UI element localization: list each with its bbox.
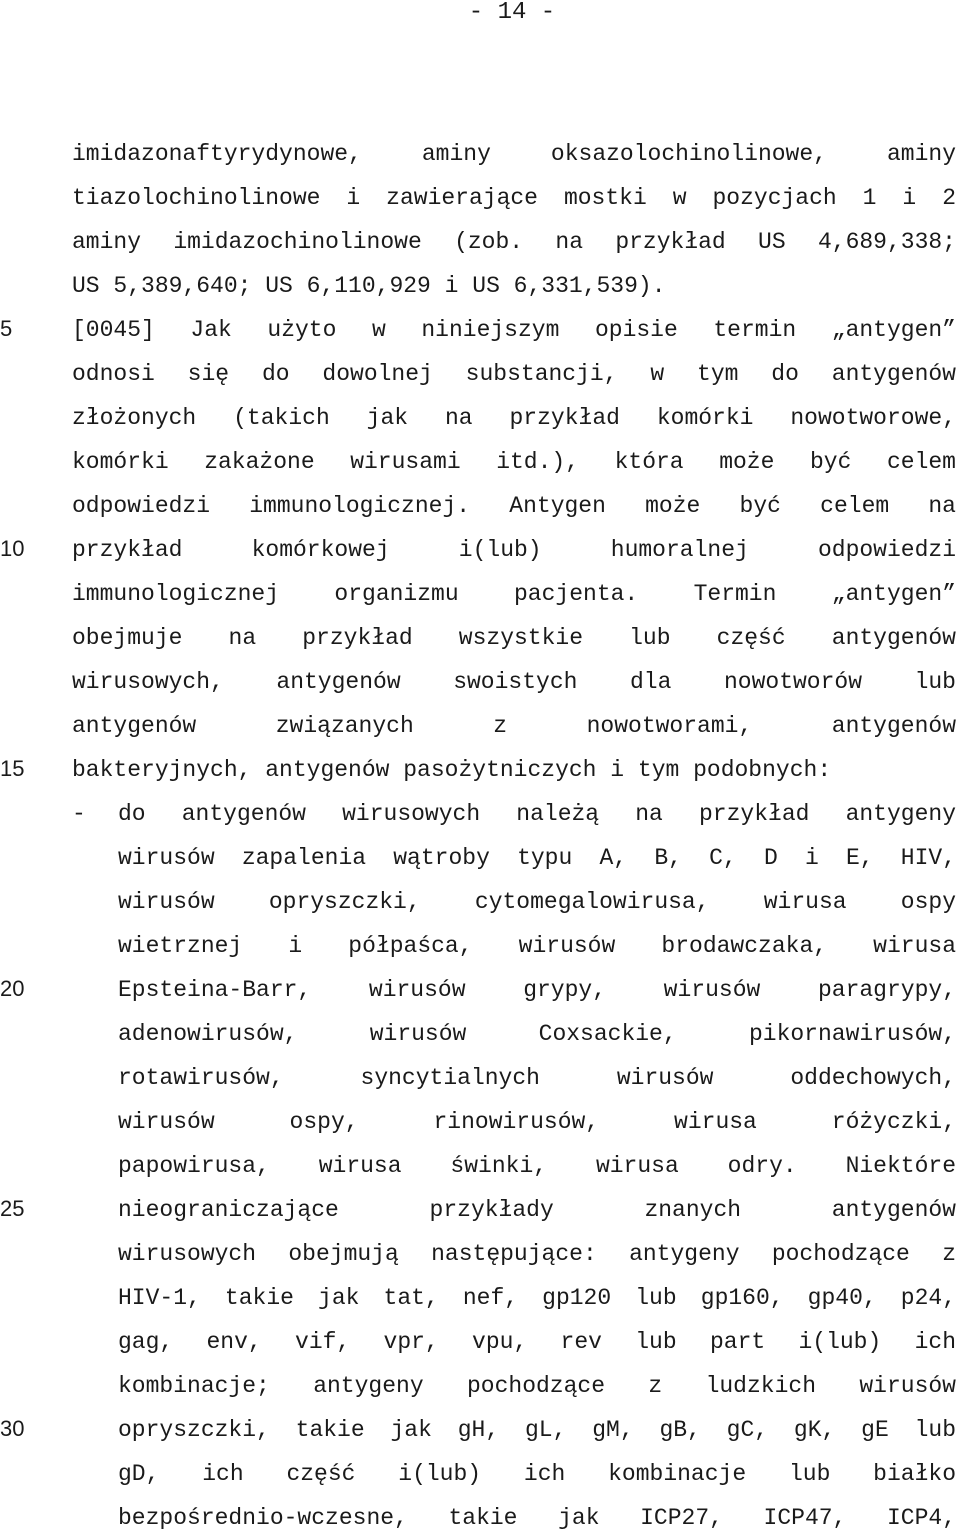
line-number: 20 [0,976,25,1001]
text-line: przykład komórkowej i(lub) humoralnej odpowiedzi [72,537,956,563]
bullet-text-line: adenowirusów, wirusów Coxsackie, pikornawirusów, [118,1021,956,1047]
bullet-text-line: wirusów ospy, rinowirusów, wirusa różyczki, [118,1109,956,1135]
text-line: odpowiedzi immunologicznej. Antygen może być celem na [72,493,956,519]
bullet-text-line: opryszczki, takie jak gH, gL, gM, gB, gC, gK, gE lub [118,1417,956,1443]
text-line: US 5,389,640; US 6,110,929 i US 6,331,539). [72,273,666,299]
bullet-text-line: wirusowych obejmują następujące: antygeny pochodzące z [118,1241,956,1267]
text-line: odnosi się do dowolnej substancji, w tym do antygenów [72,361,956,387]
text-line: wirusowych, antygenów swoistych dla nowotworów lub [72,669,956,695]
text-line: komórki zakażone wirusami itd.), która może być celem [72,449,956,475]
text-line: immunologicznej organizmu pacjenta. Termin „antygen” [72,581,956,607]
bullet-dash: - [72,801,86,827]
bullet-text-line: wirusów zapalenia wątroby typu A, B, C, D i E, HIV, [118,845,956,871]
text-line: obejmuje na przykład wszystkie lub część antygenów [72,625,956,651]
bullet-text-line: wirusów opryszczki, cytomegalowirusa, wirusa ospy [118,889,956,915]
line-number: 15 [0,756,25,781]
text-line: bakteryjnych, antygenów pasożytniczych i tym podobnych: [72,757,832,783]
bullet-text-line: HIV-1, takie jak tat, nef, gp120 lub gp160, gp40, p24, [118,1285,956,1311]
text-line: złożonych (takich jak na przykład komórki nowotworowe, [72,405,956,431]
bullet-text-line: rotawirusów, syncytialnych wirusów oddechowych, [118,1065,956,1091]
line-number: 5 [0,316,13,341]
bullet-text-line: bezpośrednio-wczesne, takie jak ICP27, ICP47, ICP4, [118,1505,956,1531]
text-line: antygenów związanych z nowotworami, antygenów [72,713,956,739]
bullet-text-line: Epsteina-Barr, wirusów grypy, wirusów paragrypy, [118,977,956,1003]
bullet-text-line: wietrznej i półpaśca, wirusów brodawczaka, wirusa [118,933,956,959]
bullet-text-line: do antygenów wirusowych należą na przykład antygeny [118,801,956,827]
line-number: 25 [0,1196,25,1221]
text-line: [0045] Jak użyto w niniejszym opisie termin „antygen” [72,317,956,343]
line-number: 10 [0,536,25,561]
bullet-text-line: kombinacje; antygeny pochodzące z ludzkich wirusów [118,1373,956,1399]
bullet-text-line: nieograniczające przykłady znanych antygenów [118,1197,956,1223]
text-line: tiazolochinolinowe i zawierające mostki w pozycjach 1 i 2 [72,185,956,211]
bullet-text-line: gag, env, vif, vpr, vpu, rev lub part i(lub) ich [118,1329,956,1355]
text-line: imidazonaftyrydynowe, aminy oksazolochinolinowe, aminy [72,141,956,167]
bullet-text-line: papowirusa, wirusa świnki, wirusa odry. Niektóre [118,1153,956,1179]
bullet-text-line: gD, ich część i(lub) ich kombinacje lub białko [118,1461,956,1487]
line-number: 30 [0,1416,25,1441]
text-line: aminy imidazochinolinowe (zob. na przykład US 4,689,338; [72,229,956,255]
page-number: - 14 - [468,0,556,26]
